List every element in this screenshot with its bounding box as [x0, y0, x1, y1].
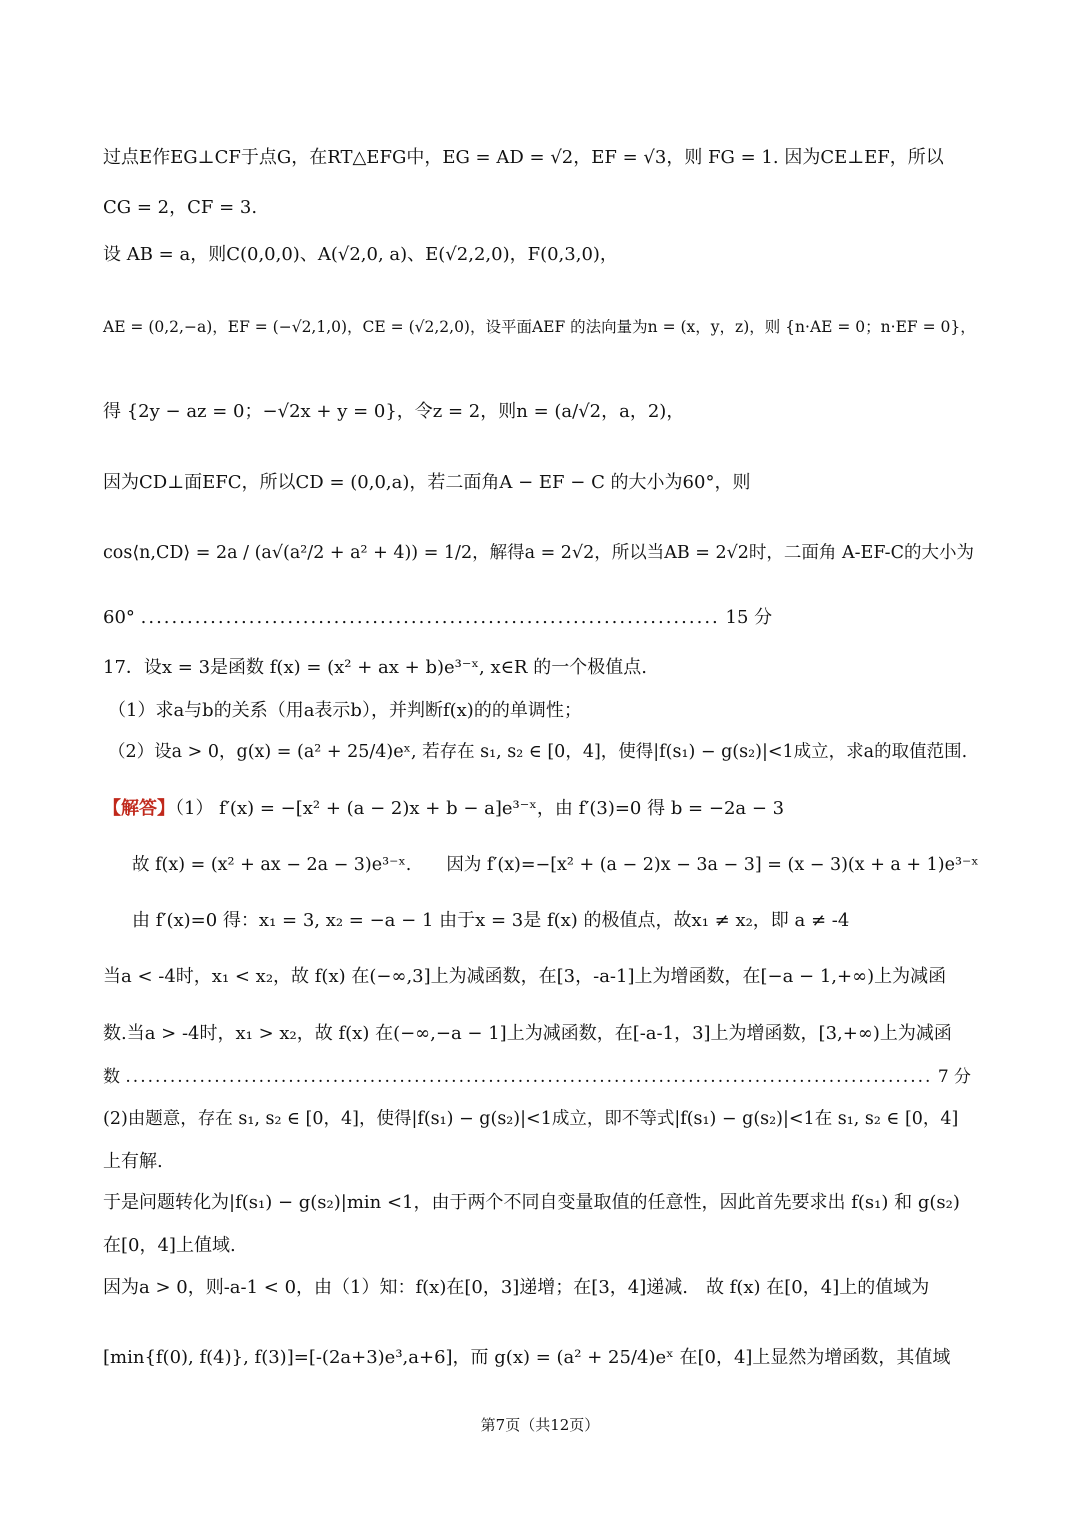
question-part-2: （2）设a > 0，g(x) = (a² + 25/4)eˣ, 若存在 s₁, s₂ ∈ [0，4]，使得|f(s₁) − g(s₂)|<1成立，求a的取值范围.	[108, 742, 968, 762]
score-label: 7 分	[937, 1067, 972, 1087]
page-number: 第7页（共12页）	[480, 1416, 600, 1434]
text-line: 在[0，4]上值域.	[103, 1235, 236, 1256]
text-line: (2)由题意，存在 s₁, s₂ ∈ [0，4]，使得|f(s₁) − g(s₂)|<1成立，即不等式|f(s₁) − g(s₂)|<1在 s₁, s₂ ∈ [0，4]	[103, 1109, 959, 1129]
text-line: 因为CD⊥面EFC，所以CD = (0,0,a)，若二面角A − EF − C 的大小为60°，则	[103, 472, 751, 493]
text-line: CG = 2，CF = 3.	[103, 197, 258, 218]
text-line: 设 AB = a，则C(0,0,0)、A(√2,0, a)、E(√2,2,0)，F(0,3,0)，	[103, 244, 618, 265]
text-line: 过点E作EG⊥CF于点G，在RT△EFG中，EG = AD = √2，EF = √3，则 FG = 1. 因为CE⊥EF，所以	[103, 147, 944, 168]
question-part-1: （1）求a与b的关系（用a表示b），并判断f(x)的的单调性；	[108, 700, 582, 721]
score-line: 60° ........................................................................... 15 分	[103, 607, 773, 628]
score-line-prefix: 60°	[103, 607, 135, 628]
text-line: cos⟨n,CD⟩ = 2a / (a√(a²/2 + a² + 4)) = 1/2，解得a = 2√2，所以当AB = 2√2时，二面角 A-EF-C的大小为	[103, 543, 974, 563]
text-line: [min{f(0), f(4)}, f(3)]=[-(2a+3)e³,a+6]，而 g(x) = (a² + 25/4)eˣ 在[0，4]上显然为增函数，其值域	[103, 1347, 951, 1368]
text-line: 当a < -4时，x₁ < x₂，故 f(x) 在(−∞,3]上为减函数，在[3，-a-1]上为增函数，在[−a − 1,+∞)上为减函	[103, 966, 947, 987]
text-line: 因为a > 0，则-a-1 < 0，由（1）知：f(x)在[0，3]递增；在[3，4]递减. 故 f(x) 在[0，4]上的值域为	[103, 1277, 930, 1298]
text-line: AE = (0,2,−a)，EF = (−√2,1,0)，CE = (√2,2,0)，设平面AEF 的法向量为n = (x，y，z)，则 {n·AE = 0；n·EF = 0}，	[103, 318, 976, 336]
text-line: 上有解.	[103, 1151, 163, 1172]
answer-label: 【解答】	[103, 798, 175, 819]
score-label: 15 分	[725, 607, 773, 628]
answer-line	[103, 797, 980, 821]
text-line: 得 {2y − az = 0；−√2x + y = 0}，令z = 2，则n = (a/√2，a，2)，	[103, 401, 685, 422]
question-title: 17．设x = 3是函数 f(x) = (x² + ax + b)e³⁻ˣ, x∈R 的一个极值点.	[103, 657, 647, 678]
text-line: 由 f′(x)=0 得：x₁ = 3, x₂ = −a − 1 由于x = 3是 f(x) 的极值点，故x₁ ≠ x₂，即 a ≠ -4	[132, 910, 850, 931]
text-line: 数.当a > -4时，x₁ > x₂，故 f(x) 在(−∞,−a − 1]上为减函数，在[-a-1，3]上为增函数，[3,+∞)上为减函	[103, 1023, 952, 1044]
score-line-prefix: 数	[103, 1067, 120, 1087]
text-line: 于是问题转化为|f(s₁) − g(s₂)|min <1，由于两个不同自变量取值的任意性，因此首先要求出 f(s₁) 和 g(s₂)	[103, 1192, 960, 1213]
text-line: 故 f(x) = (x² + ax − 2a − 3)e³⁻ˣ. 因为 f′(x)=−[x² + (a − 2)x − 3a − 3] = (x − 3)(x + a + 1)e³⁻ˣ	[132, 855, 979, 875]
answer-text: （1） f′(x) = −[x² + (a − 2)x + b − a]e³⁻ˣ，由 f′(3)=0 得 b = −2a − 3	[175, 798, 785, 819]
score-line: 数 ............................................................................................................. 7 分	[103, 1067, 972, 1087]
